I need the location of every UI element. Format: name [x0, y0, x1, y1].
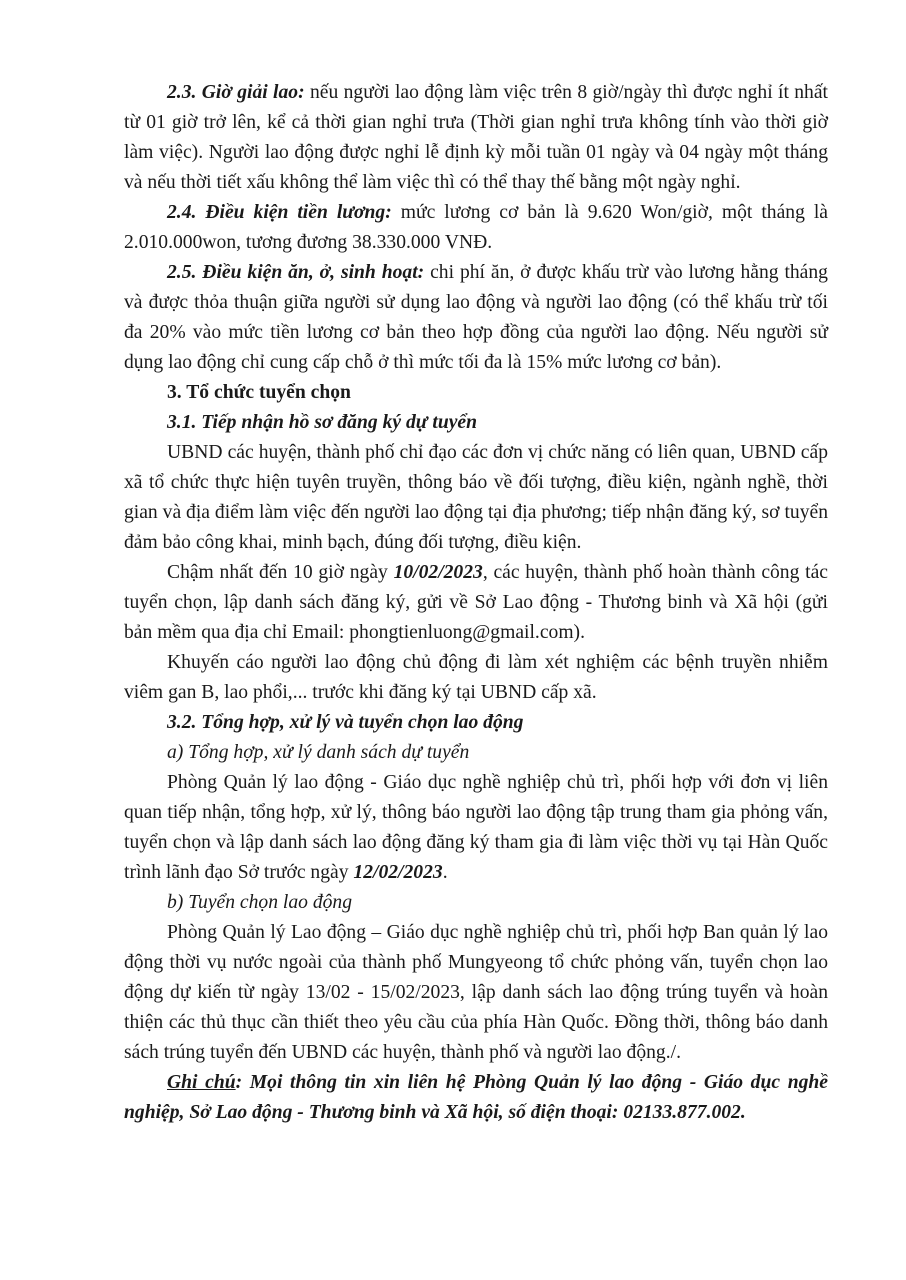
- section-2-5-text: chi phí ăn, ở được khấu trừ vào lương hằng tháng và được thỏa thuận giữa người sử dụng lao động và người lao động (có thể khấu trừ tối đa 20% vào mức tiền lương cơ bản theo hợp đồng của người lao động. Nếu người sử dụng lao động chỉ cung cấp chỗ ở thì mức tối đa là 15% mức lương cơ bản).: [124, 262, 828, 373]
- section-2-3-text: nếu người lao động làm việc trên 8 giờ/ngày thì được nghỉ ít nhất từ 01 giờ trở lên, kể cả thời gian nghỉ trưa (Thời gian nghỉ trưa không tính vào thời giờ làm việc). Người lao động được nghỉ lễ định kỳ mỗi tuần 01 ngày và 04 ngày một tháng và nếu thời tiết xấu không thể làm việc thì có thể thay thế bằng một ngày nghỉ.: [124, 82, 828, 193]
- subsection-a-heading: a) Tổng hợp, xử lý danh sách dự tuyển: [167, 742, 470, 763]
- section-3-1-paragraph-2: [124, 558, 828, 648]
- subsection-b-paragraph: Phòng Quản lý Lao động – Giáo dục nghề nghiệp chủ trì, phối hợp Ban quản lý lao động thời vụ nước ngoài của thành phố Mungyeong tổ chức phỏng vấn, tuyển chọn lao động dự kiến từ ngày 13/02 - 15/02/2023, lập danh sách lao động trúng tuyển và hoàn thiện các thủ thục cần thiết theo yêu cầu của phía Hàn Quốc. Đồng thời, thông báo danh sách trúng tuyển đến UBND các huyện, thành phố và người lao động./.: [124, 922, 828, 1063]
- subsection-a-date: 12/02/2023: [353, 862, 443, 883]
- subsection-b-heading: b) Tuyển chọn lao động: [167, 892, 353, 913]
- section-2-3-heading: 2.3. Giờ giải lao:: [167, 82, 305, 103]
- section-3-heading: 3. Tổ chức tuyển chọn: [167, 382, 351, 403]
- section-2-4-heading: 2.4. Điều kiện tiền lương:: [167, 202, 392, 223]
- section-2-4: [124, 198, 828, 258]
- section-2-5-heading: 2.5. Điều kiện ăn, ở, sinh hoạt:: [167, 262, 425, 283]
- section-2-4-text: mức lương cơ bản là 9.620 Won/giờ, một tháng là 2.010.000won, tương đương 38.330.000 VNĐ.: [124, 202, 828, 253]
- note-label: Ghi chú: [167, 1072, 236, 1093]
- document-page: [124, 78, 828, 1128]
- section-2-3: [124, 78, 828, 198]
- note-text: : Mọi thông tin xin liên hệ Phòng Quản lý lao động - Giáo dục nghề nghiệp, Sở Lao động - Thương binh và Xã hội, số điện thoại: 02133.877.002.: [124, 1072, 828, 1123]
- section-2-5: [124, 258, 828, 378]
- deadline-date: 10/02/2023: [393, 562, 483, 583]
- subsection-a-text-end: .: [442, 862, 448, 883]
- deadline-text-end: , các huyện, thành phố hoàn thành công tác tuyển chọn, lập danh sách đăng ký, gửi về Sở Lao động - Thương binh và Xã hội (gửi bản mềm qua địa chỉ Email: phongtienluong@gmail.com).: [124, 562, 828, 643]
- contact-note: [124, 1068, 828, 1128]
- section-3-1-heading: 3.1. Tiếp nhận hồ sơ đăng ký dự tuyển: [167, 412, 478, 433]
- section-3-2-heading: 3.2. Tổng hợp, xử lý và tuyển chọn lao động: [167, 712, 524, 733]
- subsection-a-paragraph: [124, 768, 828, 888]
- deadline-text-start: Chậm nhất đến 10 giờ ngày: [167, 562, 394, 583]
- section-3-1-paragraph-3: Khuyến cáo người lao động chủ động đi làm xét nghiệm các bệnh truyền nhiễm viêm gan B, lao phổi,... trước khi đăng ký tại UBND cấp xã.: [124, 652, 828, 703]
- section-3-1-paragraph-1: UBND các huyện, thành phố chỉ đạo các đơn vị chức năng có liên quan, UBND cấp xã tổ chức thực hiện tuyên truyền, thông báo về đối tượng, điều kiện, ngành nghề, thời gian và địa điểm làm việc đến người lao động tại địa phương; tiếp nhận đăng ký, sơ tuyển đảm bảo công khai, minh bạch, đúng đối tượng, điều kiện.: [124, 442, 828, 553]
- subsection-a-text: Phòng Quản lý lao động - Giáo dục nghề nghiệp chủ trì, phối hợp với đơn vị liên quan tiếp nhận, tổng hợp, xử lý, thông báo người lao động tập trung tham gia phỏng vấn, tuyển chọn và lập danh sách lao động đăng ký tham gia đi làm việc thời vụ tại Hàn Quốc trình lãnh đạo Sở trước ngày: [124, 772, 828, 883]
